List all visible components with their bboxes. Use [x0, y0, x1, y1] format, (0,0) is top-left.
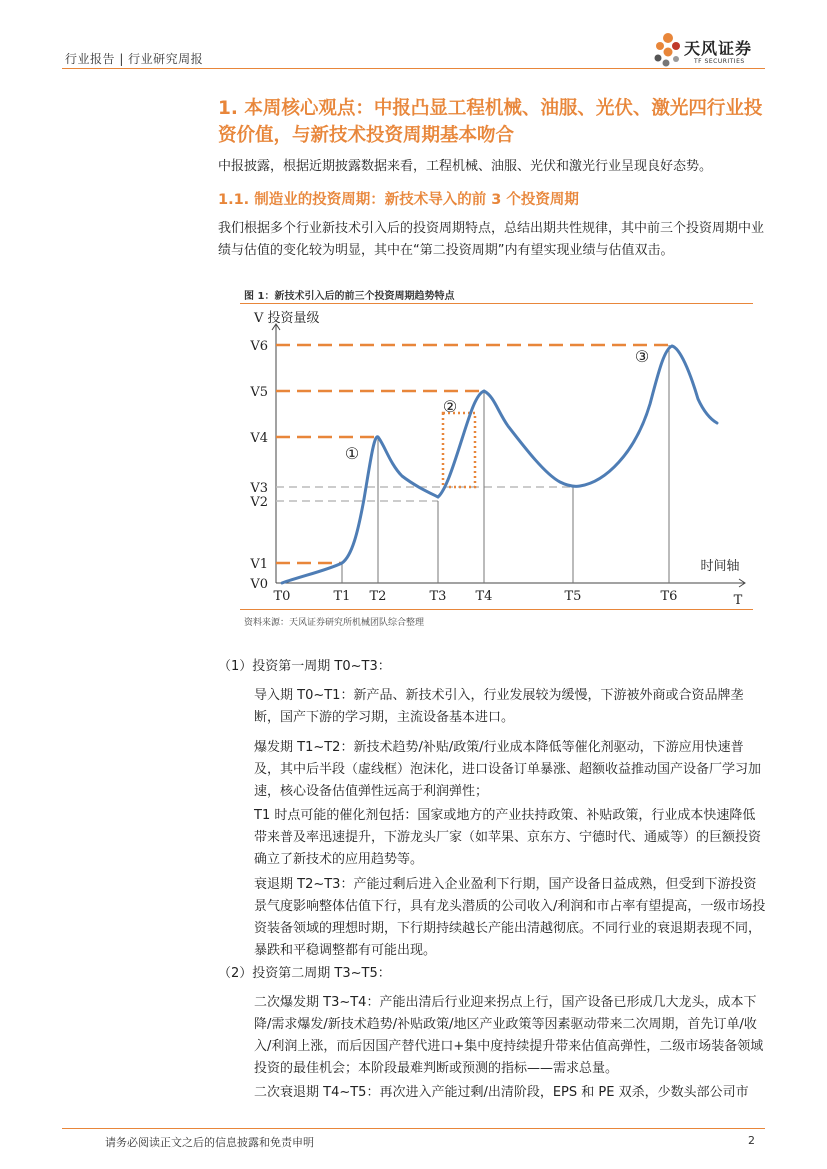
y-axis-title: V 投资量级: [254, 311, 320, 326]
y-tick-v2: V2: [250, 495, 268, 510]
phase-marker-3: ③: [634, 347, 650, 366]
phase-marker-1: ①: [344, 444, 360, 463]
section-1-title: 1. 本周核心观点：中报凸显工程机械、油服、光伏、激光四行业投资价值，与新技术投资周期基本吻合: [218, 98, 763, 146]
x-tick-t0: T0: [273, 589, 291, 604]
y-tick-v4: V4: [250, 431, 268, 446]
section-1-lead: 中报披露，根据近期披露数据来看，工程机械、油服、光伏和激光行业呈现良好态势。: [218, 159, 713, 174]
x-tick-t6: T6: [660, 589, 678, 604]
brand-logo-icon: [652, 30, 684, 70]
paragraph-second-decline: 二次衰退期 T4~T5：再次进入产能过剩/出清阶段，EPS 和 PE 双杀，少数头部公司市: [254, 1085, 749, 1100]
phase-marker-2: ②: [442, 397, 458, 416]
brand-logo: [652, 30, 772, 70]
page-number: 2: [748, 1134, 755, 1147]
x-axis-end-label: T: [733, 593, 743, 608]
paragraph-decline-phase: 衰退期 T2~T3：产能过剩后进入企业盈利下行期，国产设备日益成熟，但受到下游投资景气度影响整体估值下行，具有龙头潜质的公司收入/利润和市占率有望提高，一级市场投资装备领域的理想时期，下行期持续越长产能出清越彻底。不同行业的衰退期表现不同，暴跌和平稳调整都有可能出现。: [254, 877, 766, 958]
brand-name-en: TF SECURITIES: [694, 58, 745, 65]
investment-curve: [282, 346, 717, 583]
section-1-1-paragraph: 我们根据多个行业新技术引入后的投资周期特点，总结出期共性规律，其中前三个投资周期中业绩与估值的变化较为明显，其中在“第二投资周期”内有望实现业绩与估值双击。: [218, 221, 765, 258]
y-tick-v6: V6: [250, 339, 268, 354]
paragraph-second-boom: 二次爆发期 T3~T4：产能出清后行业迎来拐点上行，国产设备已形成几大龙头，成本下降/需求爆发/新技术趋势/补贴政策/地区产业政策等因素驱动带来二次周期，首先订单/收入/利润上涨，而后因国产替代进口+集中度持续提升带来估值高弹性，二级市场装备领域投资的最佳机会；本阶段最难判断或预测的指标——需求总量。: [254, 995, 764, 1076]
y-tick-v1: V1: [250, 557, 268, 572]
footer-rule: [62, 1128, 765, 1129]
paragraph-boom-phase: 爆发期 T1~T2：新技术趋势/补贴/政策/行业成本降低等催化剂驱动，下游应用快速普及，其中后半段（虚线框）泡沫化，进口设备订单暴涨、超额收益推动国产设备厂学习加速，核心设备估值弹性远高于利润弹性；: [254, 740, 762, 799]
y-tick-v5: V5: [250, 385, 268, 400]
header-rule: [62, 68, 765, 69]
investment-cycle-chart: [240, 304, 753, 609]
x-tick-t1: T1: [333, 589, 351, 604]
paragraph-import-phase: 导入期 T0~T1：新产品、新技术引入，行业发展较为缓慢，下游被外商或合资品牌垄断，国产下游的学习期，主流设备基本进口。: [254, 688, 744, 725]
figure-title: 图 1：新技术引入后的前三个投资周期趋势特点: [244, 291, 455, 302]
figure-source: 资料来源：天风证券研究所机械团队综合整理: [244, 618, 425, 628]
x-axis-title: 时间轴: [700, 559, 740, 574]
x-tick-t4: T4: [475, 589, 493, 604]
x-tick-t2: T2: [369, 589, 387, 604]
footer-disclaimer: 请务必阅读正文之后的信息披露和免责申明: [105, 1136, 314, 1149]
x-tick-t5: T5: [564, 589, 582, 604]
figure-bottom-rule: [240, 609, 753, 610]
y-tick-v3: V3: [250, 481, 268, 496]
paragraph-catalysts: T1 时点可能的催化剂包括：国家或地方的产业扶持政策、补贴政策，行业成本快速降低带来普及率迅速提升，下游龙头厂家（如苹果、京东方、宁德时代、通威等）的巨额投资确立了新技术的应用趋势等。: [254, 808, 762, 867]
list-item-1: （1）投资第一周期 T0~T3：: [218, 659, 391, 674]
header-breadcrumb: 行业报告 | 行业研究周报: [65, 52, 204, 66]
brand-name-cn: 天风证券: [684, 39, 753, 58]
y-tick-v0: V0: [250, 577, 268, 592]
section-1-1-title: 1.1. 制造业的投资周期：新技术导入的前 3 个投资周期: [218, 192, 579, 208]
x-tick-t3: T3: [429, 589, 447, 604]
list-item-2: （2）投资第二周期 T3~T5：: [218, 966, 391, 981]
